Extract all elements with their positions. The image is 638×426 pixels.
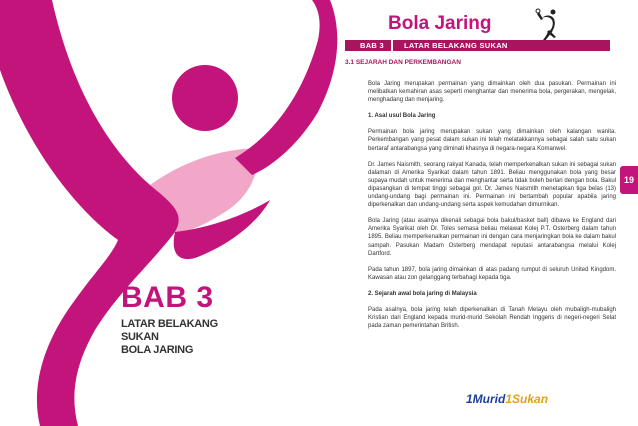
subheading: 2. Sejarah awal bola jaring di Malaysia [368, 290, 477, 297]
paragraph: Pada asalnya, bola jaring telah diperkenalkan di Tanah Melayu oleh mubaligh-mubaligh Kristian dari England kepada murid-murid Sekolah Rendah Inggeris di negeri-negeri Selat pada zaman pemerintahan British. [368, 306, 616, 330]
chapter-subtitle-line2: BOLA JARING [121, 344, 194, 356]
page-number-tab: 19 [620, 166, 638, 194]
page-title: Bola Jaring [388, 13, 492, 34]
subheading: 1. Asal usul Bola Jaring [368, 113, 436, 120]
footer-logo-part1: 1Murid [466, 392, 506, 406]
chapter-bar [345, 40, 610, 51]
bar-chapter-label: BAB 3 [360, 41, 385, 50]
footer-logo-part2: 1Sukan [505, 392, 549, 406]
footer-logo [466, 393, 548, 405]
paragraph: Bola Jaring merupakan permainan yang dimainkan oleh dua pasukan. Permainan ini melibatkan kemahiran asas seperti menghantar dan menerima bola, pergerakan, mengelak, menghadang dan menjaring. [368, 81, 616, 104]
body-content [368, 80, 616, 338]
paragraph: Bola Jaring (atau asalnya dikenali sebagai bola bakul/basket ball) dibawa ke England dari Amerika Syarikat oleh Dr. Toles semasa beliau melawat Kolej P.T. Osterberg dalam tahun 1895. Beliau memperkenalkan permainan ini dengan cara menjaringkan bola ke dalam bakul sampah. Pasukan Madam Osterberg mendapat reputasi antarabangsa melalui Kolej Dartford. [368, 218, 616, 257]
bar-separator [391, 40, 393, 51]
figure-head [172, 65, 238, 131]
netball-player-icon [534, 8, 562, 42]
bar-chapter-title: LATAR BELAKANG SUKAN [404, 41, 508, 50]
figure-right-arm [235, 0, 337, 175]
paragraph: Permainan bola jaring merupakan sukan yang dimainkan oleh kalangan wanita. Perkembangan yang pesat dalam sukan ini telah melatakkannya sebagai salah satu sukan bertaraf antarabangsa yang diminati khasnya di negara-negara Komanwel. [368, 129, 616, 152]
paragraph: Pada tahun 1897, bola jaring dimainkan di atas padang rumput di seluruh United Kingdom. Kawasan atau zon gelanggang terbahagi kepada tiga. [368, 266, 616, 281]
paragraph: Dr. James Naismith, seorang rakyat Kanada, telah memperkenalkan sukan ini sebagai sukan dalaman di Amerika Syarikat dalam tahun 1891. Beliau menggunakan bola yang besar supaya mudah untuk menerima dan menghantar serta tidak boleh berlari dengan bola. Bakul dipasangkan di tempat tinggi sebagai gol. Dr. James Naismith menetapkan tiga belas (13) undang-undang bagi permainan ini. Permainan ini bertambah popular apabila jaring diperkenalkan dan undang-undang serta aspek kemudahan dimurnikan. [368, 161, 616, 209]
chapter-number: BAB 3 [121, 281, 214, 314]
chapter-subtitle [121, 318, 251, 357]
section-heading: 3.1 SEJARAH DAN PERKEMBANGAN [345, 59, 461, 66]
chapter-subtitle-line1: LATAR BELAKANG SUKAN [121, 318, 218, 343]
figure-left-arm [0, 0, 179, 426]
